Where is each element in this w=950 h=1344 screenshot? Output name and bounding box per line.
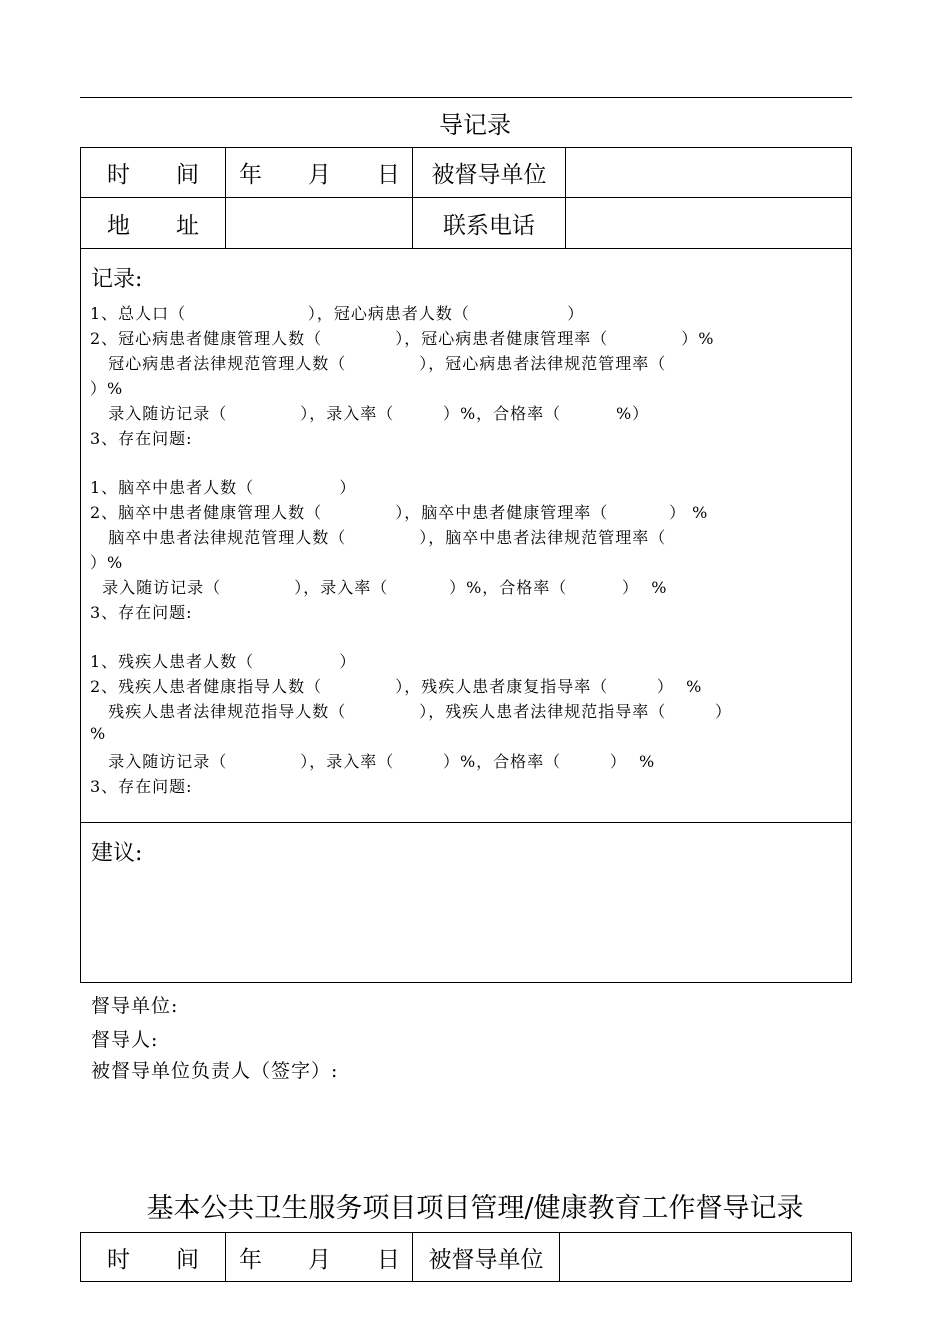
record-line: 2、残疾人患者健康指导人数（ ），残疾人患者康复指导率（ ） % [90,677,703,696]
address-value-cell[interactable] [225,197,413,249]
supervising-unit-label: 督导单位: [91,995,179,1017]
record-line: % [90,724,107,743]
record-line: 1、残疾人患者人数（ ） [90,652,357,671]
record-line: 1、脑卒中患者人数（ ） [90,478,357,497]
date-cell: 年 月 日 [225,147,413,198]
record-line: 2、脑卒中患者健康管理人数（ ），脑卒中患者健康管理率（ ） % [90,503,709,522]
page-title: 导记录 [439,111,511,139]
unit-value-cell-2[interactable] [559,1232,852,1282]
time-label-cell-2: 时 间 [80,1232,226,1282]
unit-value-cell[interactable] [565,147,852,198]
record-line: 1、总人口（ ），冠心病患者人数（ ） [90,304,585,323]
unit-label-cell: 被督导单位 [412,147,566,198]
address-label-cell: 地 址 [80,197,226,249]
top-rule [80,97,852,98]
record-line: 冠心病患者法律规范管理人数（ ），冠心病患者法律规范管理率（ [90,354,667,373]
supervisor-label: 督导人: [91,1029,159,1051]
suggestion-box[interactable] [80,822,852,983]
record-line: 2、冠心病患者健康管理人数（ ），冠心病患者健康管理率（ ）% [90,329,715,348]
responsible-signature-label: 被督导单位负责人（签字）: [91,1060,339,1082]
unit-label-cell-2: 被督导单位 [412,1232,560,1282]
record-line: 录入随访记录（ ），录入率（ ）%，合格率（ ） % [90,578,668,597]
suggestion-label: 建议: [91,841,143,866]
record-line: ）% [90,379,124,398]
record-line: 3、存在问题: [90,603,193,622]
record-line: 残疾人患者法律规范指导人数（ ），残疾人患者法律规范指导率（ ） [90,702,732,721]
record-line: 脑卒中患者法律规范管理人数（ ），脑卒中患者法律规范管理率（ [90,528,667,547]
phone-value-cell[interactable] [565,197,852,249]
records-heading: 记录: [91,267,143,292]
record-line: 3、存在问题: [90,777,193,796]
record-line: ）% [90,553,124,572]
phone-label-cell: 联系电话 [412,197,566,249]
section-title: 基本公共卫生服务项目项目管理/健康教育工作督导记录 [146,1193,804,1224]
time-label-cell: 时 间 [80,147,226,198]
record-line: 录入随访记录（ ），录入率（ ）%，合格率（ %） [90,404,650,423]
date-cell-2: 年 月 日 [225,1232,413,1282]
record-line: 3、存在问题: [90,429,193,448]
record-line: 录入随访记录（ ），录入率（ ）%，合格率（ ） % [90,752,656,771]
